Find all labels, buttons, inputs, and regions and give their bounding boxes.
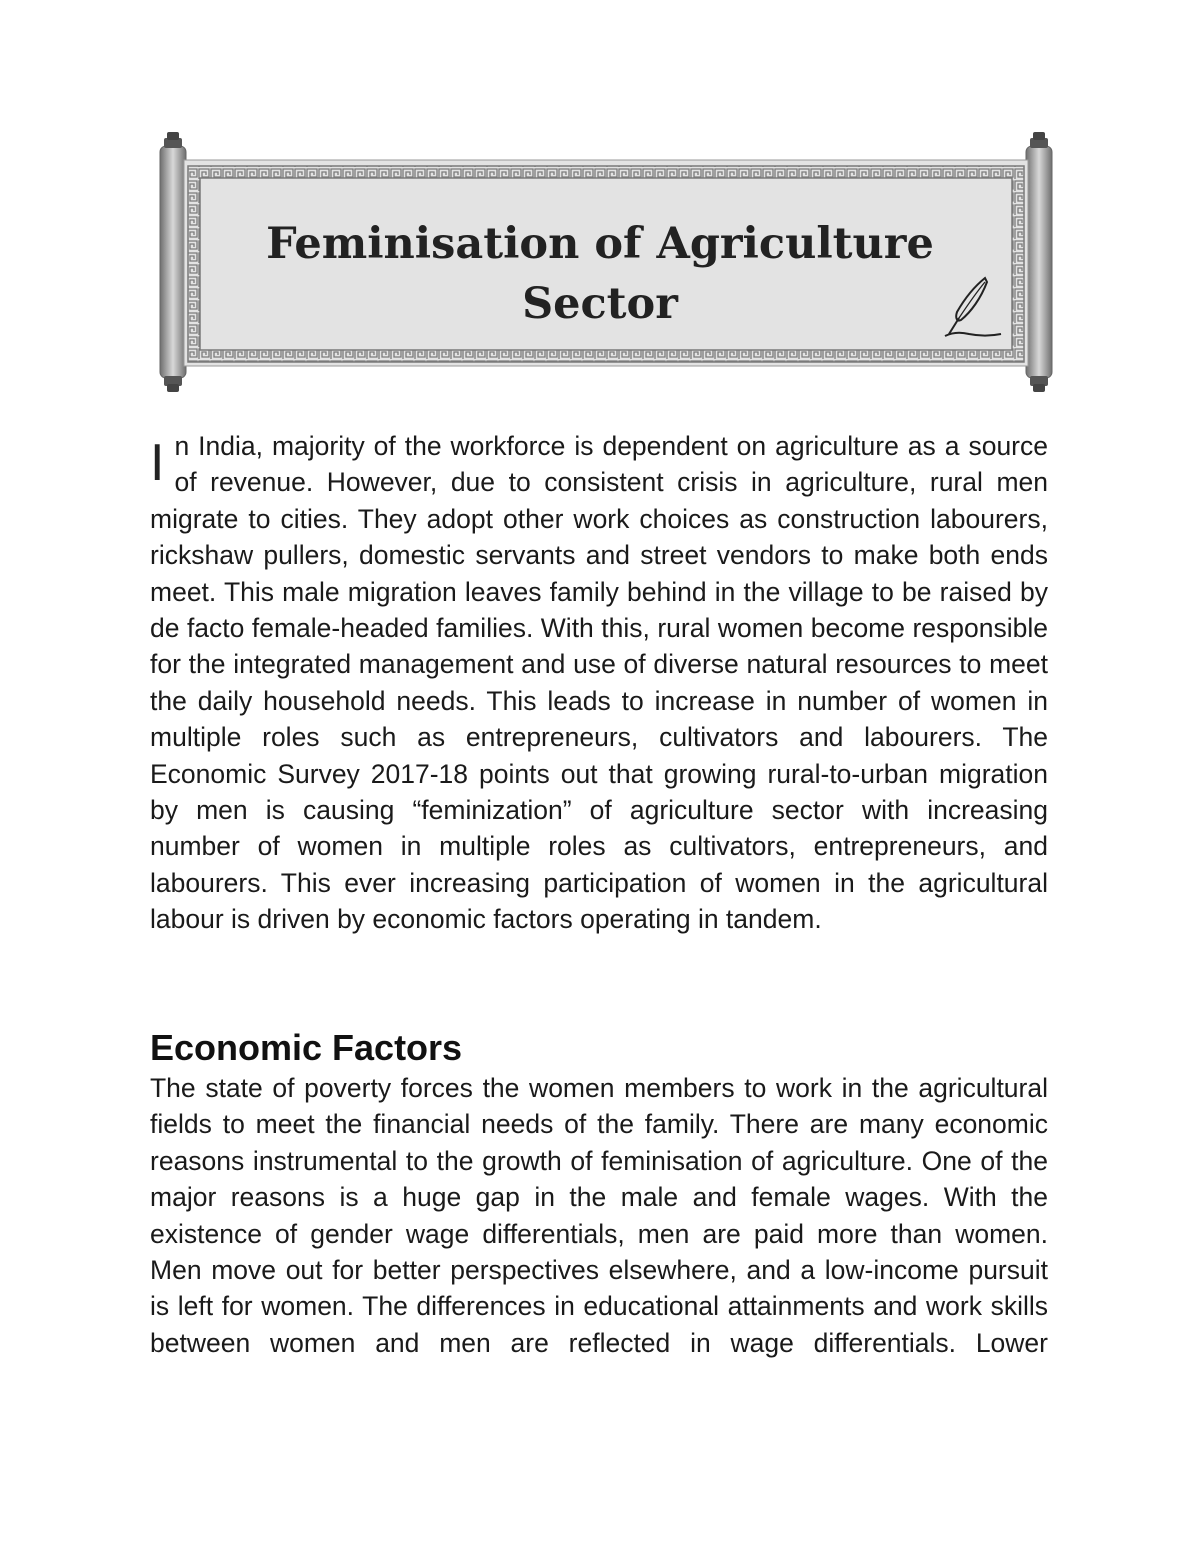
page-title-line-2: Sector — [522, 279, 678, 329]
quill-pen-icon — [935, 272, 1007, 344]
drop-cap: I — [150, 434, 165, 492]
page-title — [230, 214, 970, 334]
intro-paragraph — [150, 428, 1048, 938]
intro-text: n India, majority of the workforce is dependent on agriculture as a source of revenue. However, due to consistent crisis in agriculture, rural men migrate to cities. They adopt other work choices as construction labourers, rickshaw pullers, domestic servants and street vendors to make both ends meet. This male migration leaves family behind in the village to be raised by de facto female-headed families. With this, rural women become responsible for the integrated management and use of diverse natural resources to meet the daily household needs. This leads to increase in number of women in multiple roles such as entrepreneurs, cultivators and labourers. The Economic Survey 2017-18 points out that growing rural-to-urban migration by men is causing “feminization” of agriculture sector with increasing number of women in multiple roles as cultivators, entrepreneurs, and labourers. This ever increasing participation of women in the agricultural labour is driven by economic factors operating in tandem. — [150, 431, 1048, 935]
section-heading: Economic Factors — [150, 1027, 463, 1068]
page-title-line-1: Feminisation of Agriculture — [266, 219, 934, 269]
section-paragraph: The state of poverty forces the women members to work in the agricultural fields to meet the financial needs of the family. There are many economic reasons instrumental to the growth of feminisation of agriculture. One of the major reasons is a huge gap in the male and female wages. With the existence of gender wage differentials, men are paid more than women. Men move out for better perspectives elsewhere, and a low-income pursuit is left for women. The differences in educational attainments and work skills between women and men are reflected in wage differentials. Lower — [150, 1073, 1048, 1358]
